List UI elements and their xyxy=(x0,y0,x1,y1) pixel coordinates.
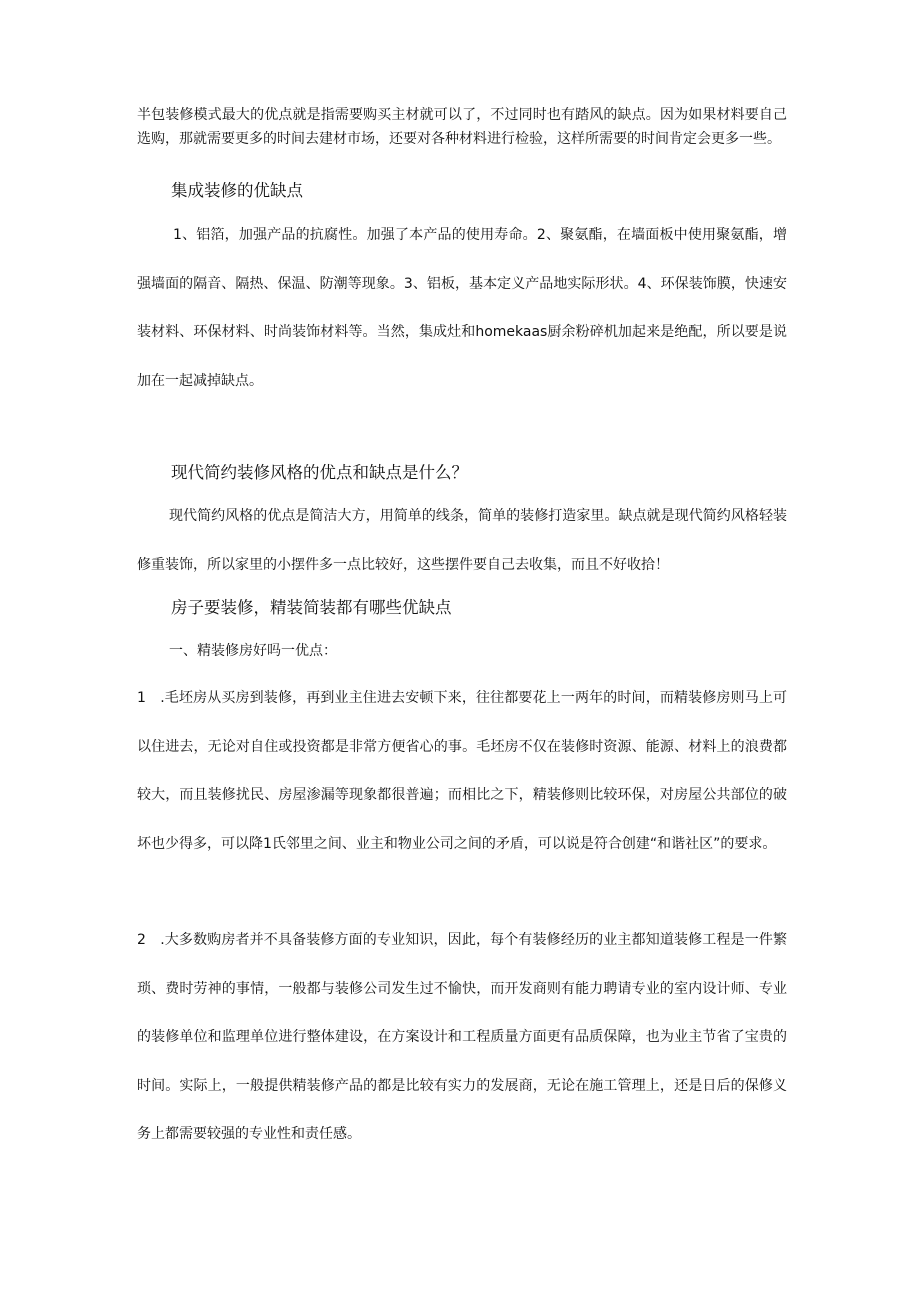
finish-point-2: 2 .大多数购房者并不具备装修方面的专业知识，因此，每个有装修经历的业主都知道装修工程是一件繁琐、费时劳神的事情，一般都与装修公司发生过不愉快，而开发商则有能力聘请专业的室内设计师、专业的装修单位和监理单位进行整体建设，在方案设计和工程质量方面更有品质保障，也为业主节省了宝贵的时间。实际上，一般提供精装修产品的都是比较有实力的发展商，无论在施工管理上，还是日后的保修义务上都需要较强的专业性和责任感。 xyxy=(137,932,787,1142)
modern-heading: 现代简约装修风格的优点和缺点是什么？ xyxy=(171,463,468,482)
intro-paragraph: 半包装修模式最大的优点就是指需要购买主材就可以了，不过同时也有踏风的缺点。因为如果材料要自己选购，那就需要更多的时间去建材市场，还要对各种材料进行检验，这样所需要的时间肯定会更多一些。 xyxy=(137,107,787,147)
finish-heading: 房子要装修，精装简装都有哪些优缺点 xyxy=(171,598,452,617)
integrated-heading: 集成装修的优缺点 xyxy=(171,181,303,200)
integrated-paragraph: 1、铝箔，加强产品的抗腐性。加强了本产品的使用寿命。2、聚氨酯，在墙面板中使用聚氨酯，增强墙面的隔音、隔热、保温、防潮等现象。3、铝板，基本定义产品地实际形状。4、环保装饰膜，快速安装材料、环保材料、时尚装饰材料等。当然，集成灶和homekaas厨余粉碎机加起来是绝配，所以要是说加在一起减掉缺点。 xyxy=(137,227,787,389)
modern-paragraph: 现代简约风格的优点是简洁大方，用简单的线条，简单的装修打造家里。缺点就是现代简约风格轻装修重装饰，所以家里的小摆件多一点比较好，这些摆件要自己去收集，而且不好收拾！ xyxy=(137,508,787,573)
finish-point-1: 1 .毛坯房从买房到装修，再到业主住进去安顿下来，往往都要花上一两年的时间，而精装修房则马上可以住进去，无论对自住或投资都是非常方便省心的事。毛坯房不仅在装修时资源、能源、材料上的浪费都较大，而且装修扰民、房屋渗漏等现象都很普遍；而相比之下，精装修则比较环保，对房屋公共部位的破坏也少得多，可以降1氏邻里之间、业主和物业公司之间的矛盾，可以说是符合创建“和谐社区”的要求。 xyxy=(137,690,787,852)
finish-subheading: 一、精装修房好吗一优点： xyxy=(169,643,337,659)
